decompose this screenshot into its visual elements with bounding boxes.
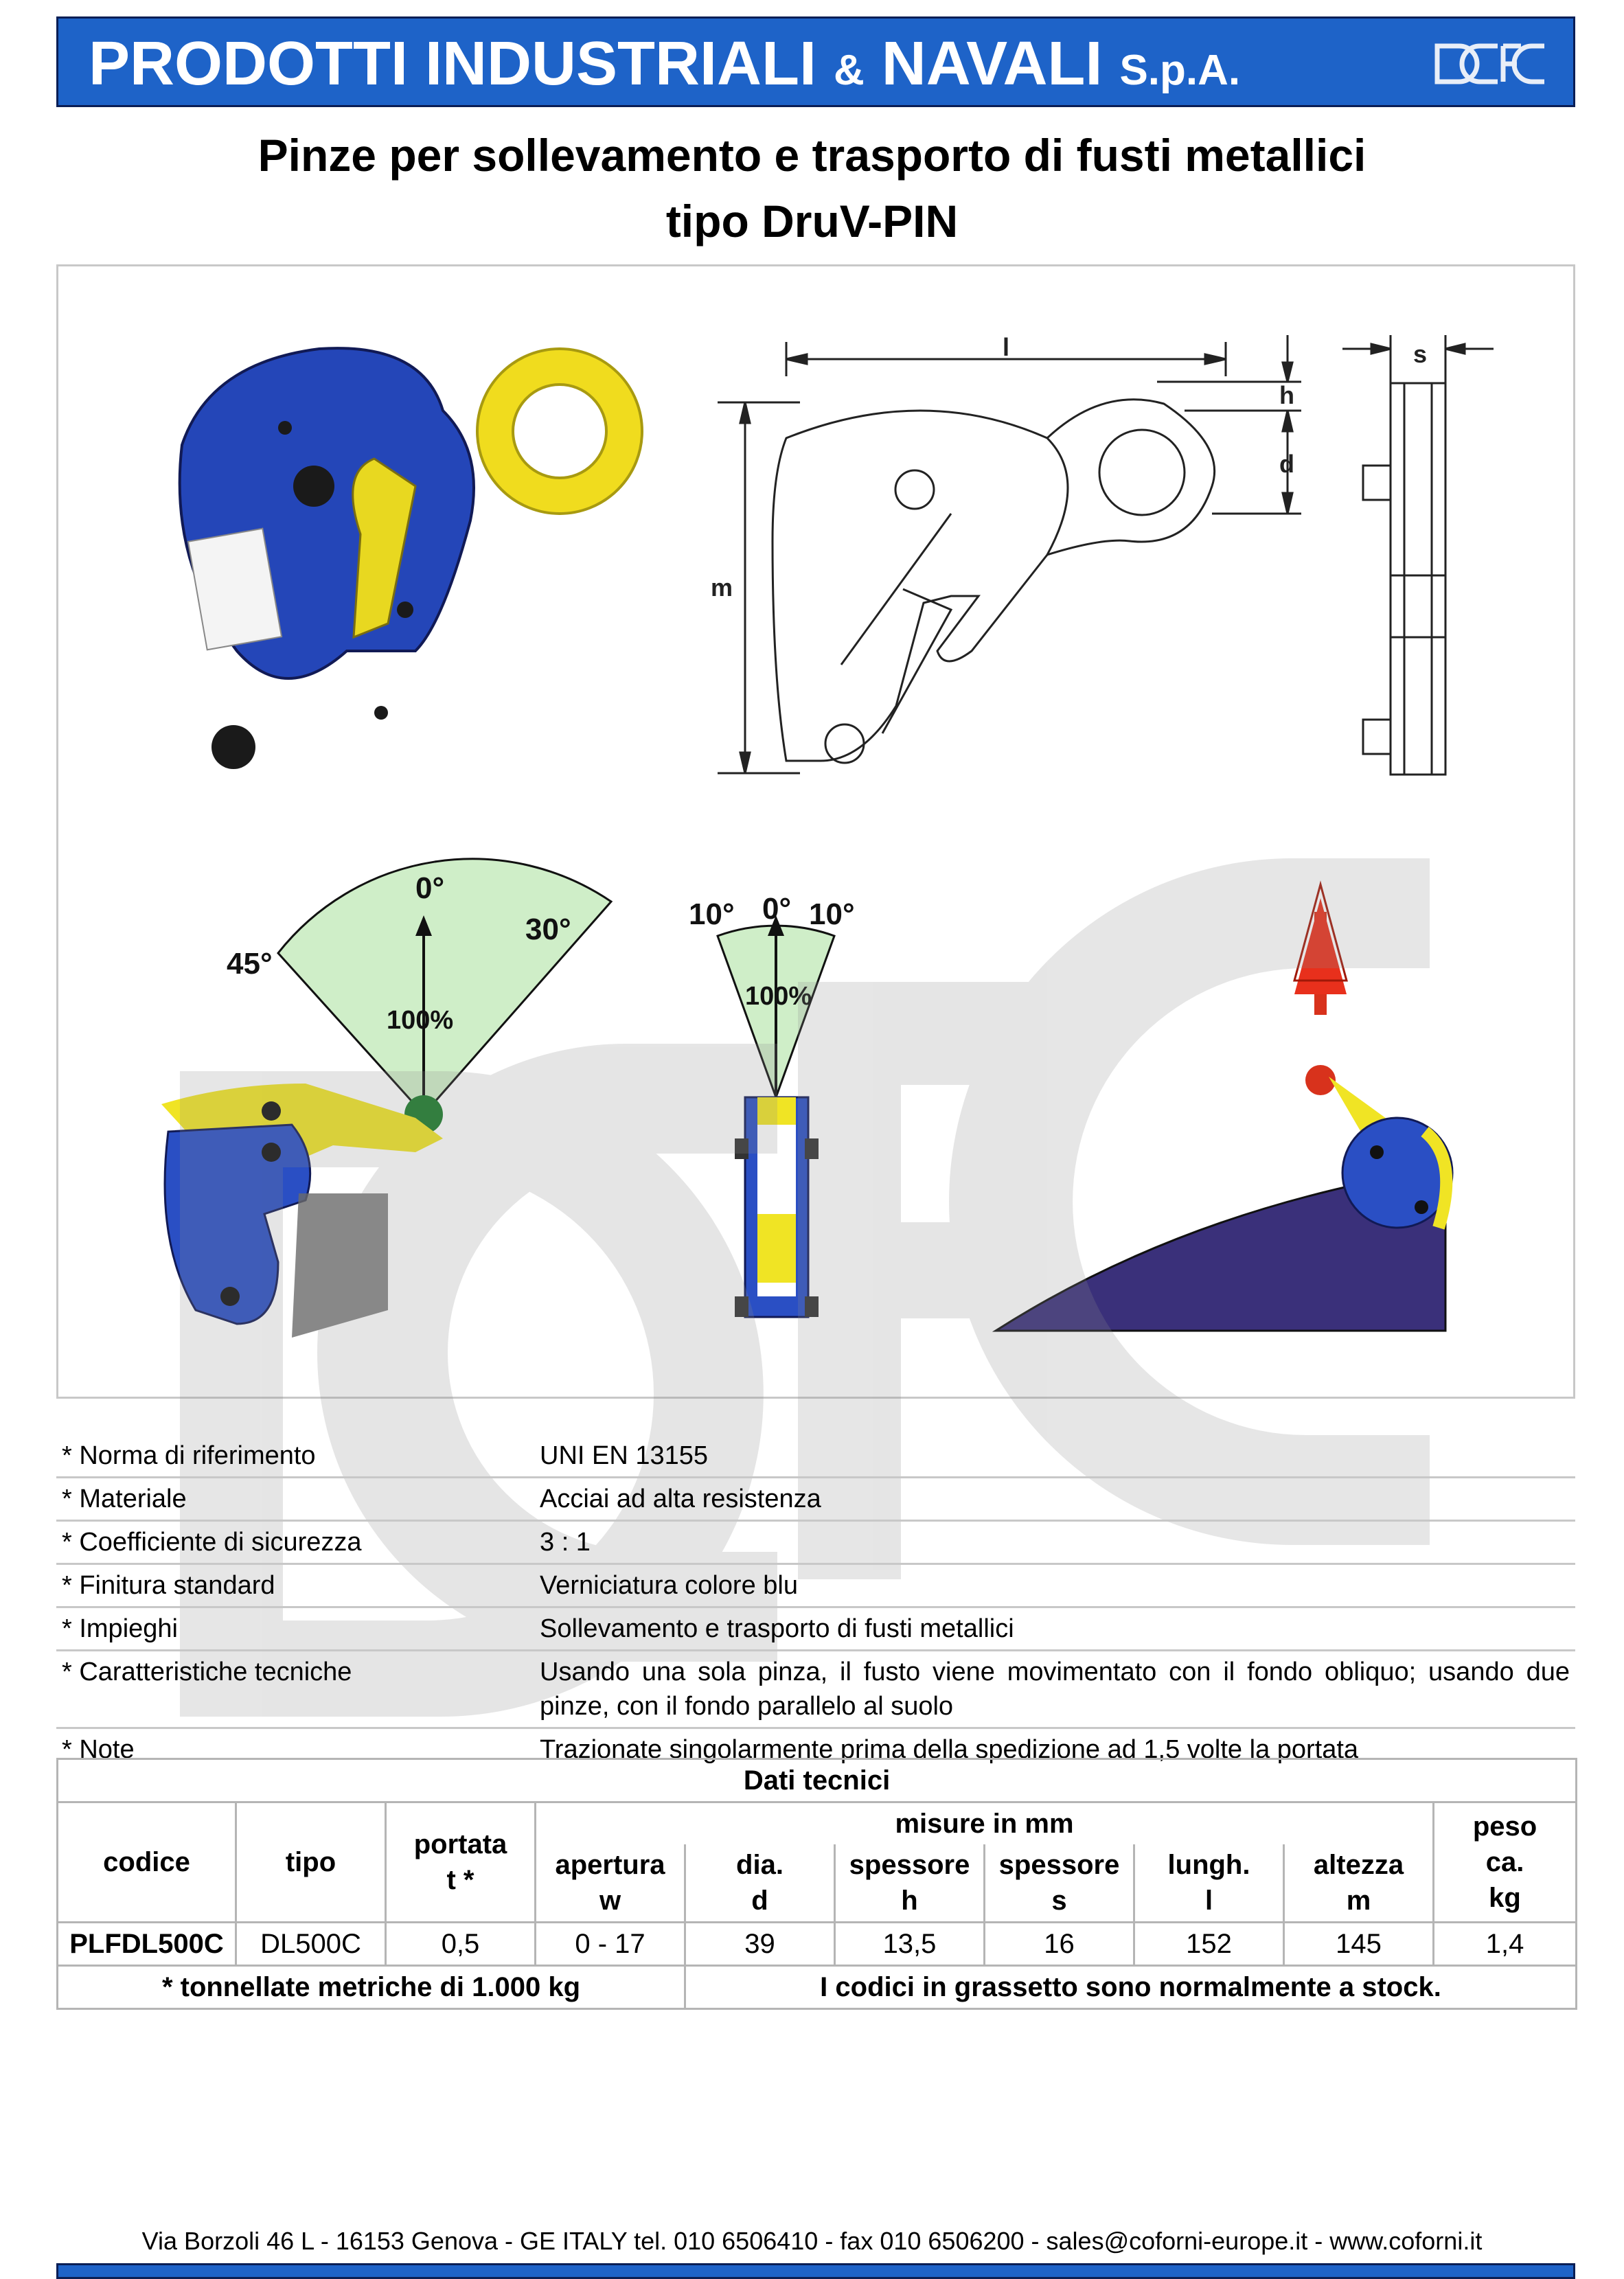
col-header-apertura xyxy=(536,1844,685,1923)
col-header-peso-line1: peso xyxy=(1472,1811,1537,1842)
spec-label: * Coefficiente di sicurezza xyxy=(56,1521,534,1564)
spec-row xyxy=(56,1564,1575,1607)
spec-row xyxy=(56,1478,1575,1521)
col-header-altezza xyxy=(1284,1844,1434,1923)
spec-label: * Materiale xyxy=(56,1478,534,1521)
tech-table-title: Dati tecnici xyxy=(58,1759,1577,1802)
cell-altezza: 145 xyxy=(1284,1923,1434,1966)
angle-10-right-label: 10° xyxy=(809,897,855,931)
col-header-altezza-line2: m xyxy=(1346,1886,1371,1916)
note-stock: I codici in grassetto sono normalmente a stock. xyxy=(685,1966,1577,2009)
specifications-table xyxy=(56,1435,1575,1770)
company-name-main: PRODOTTI INDUSTRIALI xyxy=(89,30,816,98)
angle-right-percent: 100% xyxy=(745,982,812,1011)
col-header-peso-line2: ca. xyxy=(1485,1847,1524,1877)
table-row xyxy=(58,1923,1577,1966)
cell-spessore-s: 16 xyxy=(985,1923,1134,1966)
dim-label-h: h xyxy=(1279,381,1294,409)
spec-label: * Note xyxy=(62,1735,135,1764)
spec-value: Verniciatura colore blu xyxy=(534,1564,1575,1607)
company-name-second: NAVALI xyxy=(881,30,1103,98)
product-figure-panel xyxy=(56,264,1575,1399)
spec-label: * Caratteristiche tecniche xyxy=(56,1651,534,1728)
company-name-suffix: S.p.A. xyxy=(1119,47,1241,94)
col-header-spessore-s xyxy=(985,1844,1134,1923)
cell-spessore-h: 13,5 xyxy=(835,1923,985,1966)
col-header-dia xyxy=(685,1844,835,1923)
spec-value: Acciai ad alta resistenza xyxy=(534,1478,1575,1521)
cell-portata: 0,5 xyxy=(386,1923,536,1966)
company-name-amp: & xyxy=(833,47,865,94)
angle-10-left-label: 10° xyxy=(689,897,735,931)
col-header-dia-line2: d xyxy=(751,1886,768,1916)
col-header-dia-line1: dia. xyxy=(736,1850,784,1880)
spec-row xyxy=(56,1651,1575,1728)
spec-value: Trazionate singolarmente prima della spedizione ad 1,5 volte la portata xyxy=(540,1735,1359,1764)
angle-45-label: 45° xyxy=(227,947,273,981)
note-tonnellate: * tonnellate metriche di 1.000 kg xyxy=(58,1966,685,2009)
col-header-lungh-line2: l xyxy=(1204,1886,1213,1916)
angle-30-label: 30° xyxy=(525,913,571,946)
page-title-line1: Pinze per sollevamento e trasporto di fusti metallici xyxy=(258,130,1366,181)
header-banner xyxy=(56,16,1575,107)
angle-0-label: 0° xyxy=(415,871,445,905)
angle-diagram-front xyxy=(718,915,834,1317)
col-header-portata-line1: portata xyxy=(413,1829,507,1859)
cell-apertura: 0 - 17 xyxy=(536,1923,685,1966)
col-header-tipo: tipo xyxy=(236,1802,386,1923)
spec-value: Sollevamento e trasporto di fusti metallici xyxy=(534,1607,1575,1651)
spec-label: * Impieghi xyxy=(56,1607,534,1651)
col-header-spessore-s-line2: s xyxy=(1051,1886,1067,1916)
col-header-spessore-h xyxy=(835,1844,985,1923)
cell-lungh: 152 xyxy=(1134,1923,1284,1966)
spec-value: Usando una sola pinza, il fusto viene movimentato con il fondo obliquo; usando due pinze, con il fondo parallelo al suolo xyxy=(534,1651,1575,1728)
col-header-apertura-line1: apertura xyxy=(555,1850,665,1880)
cell-dia: 39 xyxy=(685,1923,835,1966)
footer-bar xyxy=(56,2263,1575,2279)
spec-label: * Norma di riferimento xyxy=(56,1435,534,1478)
col-header-portata-line2: t * xyxy=(446,1865,474,1895)
col-header-codice: codice xyxy=(58,1802,236,1923)
dcfc-logo-icon xyxy=(1432,36,1548,91)
col-header-apertura-line2: w xyxy=(599,1886,621,1916)
angle-left-percent: 100% xyxy=(387,1006,454,1035)
clamp-photo xyxy=(180,348,642,769)
footer-address: Via Borzoli 46 L - 16153 Genova - GE ITALY tel. 010 6506410 - fax 010 6506200 - sales@coforni-europe.it - www.coforni.it xyxy=(141,2227,1483,2255)
spec-value: 3 : 1 xyxy=(534,1521,1575,1564)
cell-codice: PLFDL500C xyxy=(58,1923,236,1966)
spec-row xyxy=(56,1607,1575,1651)
col-header-spessore-h-line2: h xyxy=(901,1886,918,1916)
col-header-lungh xyxy=(1134,1844,1284,1923)
col-header-altezza-line1: altezza xyxy=(1313,1850,1404,1880)
col-header-misure: misure in mm xyxy=(536,1802,1434,1845)
angle-front-0-label: 0° xyxy=(762,892,792,926)
col-header-peso xyxy=(1434,1802,1577,1923)
col-header-spessore-s-line1: spessore xyxy=(998,1850,1120,1880)
dim-label-m: m xyxy=(711,573,733,602)
product-illustrations xyxy=(58,266,1573,1397)
col-header-lungh-line1: lungh. xyxy=(1167,1850,1250,1880)
dimension-drawing xyxy=(718,335,1494,775)
page-title-line2: tipo DruV-PIN xyxy=(665,196,959,247)
col-header-spessore-h-line1: spessore xyxy=(849,1850,970,1880)
spec-row xyxy=(56,1521,1575,1564)
dim-label-l: l xyxy=(1003,333,1010,361)
drum-lifting-illustration xyxy=(996,884,1452,1331)
dim-label-s: s xyxy=(1413,340,1428,368)
col-header-peso-line3: kg xyxy=(1489,1883,1521,1913)
col-header-portata xyxy=(386,1802,536,1923)
spec-value: UNI EN 13155 xyxy=(534,1435,1575,1478)
company-name xyxy=(89,31,1240,104)
cell-tipo: DL500C xyxy=(236,1923,386,1966)
technical-data-table xyxy=(56,1758,1577,2010)
cell-peso: 1,4 xyxy=(1434,1923,1577,1966)
spec-row xyxy=(56,1435,1575,1478)
spec-label: * Finitura standard xyxy=(56,1564,534,1607)
dim-label-d: d xyxy=(1279,450,1294,478)
